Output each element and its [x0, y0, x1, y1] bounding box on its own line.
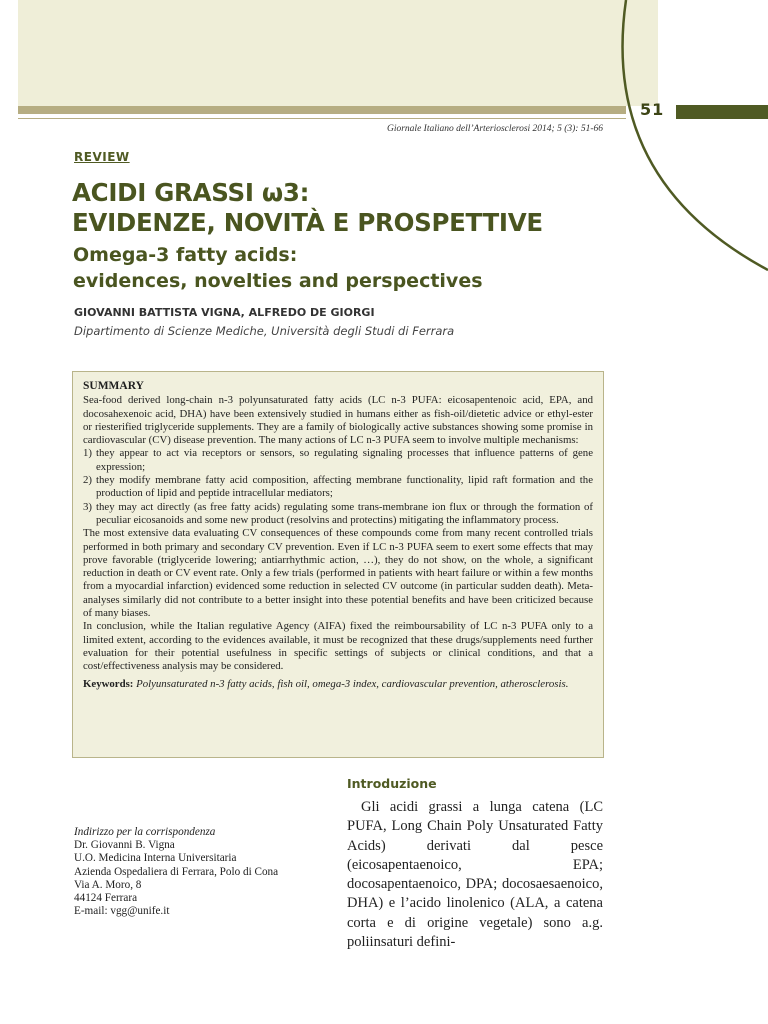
title-italian-line1: ACIDI GRASSI ω3: [72, 178, 310, 207]
list-number: 1) [83, 447, 92, 460]
keywords-label: Keywords: [83, 677, 134, 690]
correspondence-label: Indirizzo per la corrispondenza [74, 826, 216, 838]
summary-paragraph-3: In conclusion, while the Italian regulative Agency (AIFA) fixed the reimboursability of LC n-3 PUFA only to a limited extent, according to the evidences available, it must be recognized that these drugs/supplements need further evaluation for their potential usefulness in specific settings of subjects or clinical conditions, and that a cost/effectiveness analysis may be considered. [83, 620, 593, 673]
header-rule [18, 106, 626, 114]
correspondence-line: Azienda Ospedaliera di Ferrara, Polo di Cona [74, 865, 279, 878]
correspondence [74, 826, 278, 918]
title-italian-line2: EVIDENZE, NOVITÀ E PROSPETTIVE [72, 208, 543, 237]
title-italian [72, 178, 543, 238]
page-number: 51 [640, 100, 665, 119]
list-number: 2) [83, 474, 92, 487]
summary-paragraph-2: The most extensive data evaluating CV consequences of these compounds come from many recent controlled trials performed in both primary and secondary CV prevention. Even if LC n-3 PUFA seem to exert some effects that may prove favorable (triglyceride lowering; antiarrhythmic action, …), they do not show, on the whole, a significant reduction in death or CV event rate. Only a few trials (performed in patients with heart failure or within a few months from a myocardial infarction) evidenced some reduction in selected CV outcome (in particular sudden death). Meta-analyses similarly did not contribute to a better insight into these potential benefits and have been criticized because of many biases. [83, 527, 593, 620]
intro-heading: Introduzione [347, 776, 437, 791]
intro-text: Gli acidi grassi a lunga catena (LC PUFA, Long Chain Poly Unsaturated Fatty Acids) derivati dal pesce (eicosapentaenoico, EPA; docosapentaenoico, DPA; docosaesaenoico, DHA) e l’acido linolenico (ALA, a catena corta e di origine vegetale) sono a.g. poliinsaturi defini- [347, 799, 603, 951]
header-rule-dark [676, 105, 768, 119]
authors: GIOVANNI BATTISTA VIGNA, ALFREDO DE GIORGI [74, 306, 375, 319]
correspondence-email: E-mail: vgg@unife.it [74, 905, 170, 918]
title-english [73, 242, 483, 294]
keywords [83, 678, 593, 691]
title-english-line2: evidences, novelties and perspectives [73, 270, 483, 292]
correspondence-line: U.O. Medicina Interna Universitaria [74, 852, 237, 865]
correspondence-line: 44124 Ferrara [74, 892, 138, 905]
summary-list-item [83, 501, 593, 528]
journal-citation: Giornale Italiano dell’Arteriosclerosi 2014; 5 (3): 51-66 [386, 124, 603, 134]
title-english-line1: Omega-3 fatty acids: [73, 244, 298, 266]
affiliation: Dipartimento di Scienze Mediche, Università degli Studi di Ferrara [74, 324, 455, 338]
list-text: they appear to act via receptors or sensors, so regulating signaling processes that influence patterns of gene expression; [96, 447, 593, 473]
summary-list-item [83, 474, 593, 501]
summary-heading: SUMMARY [83, 380, 144, 392]
header-rule-thin [18, 118, 626, 119]
correspondence-line: Dr. Giovanni B. Vigna [74, 839, 175, 852]
summary-list-item [83, 447, 593, 474]
list-number: 3) [83, 500, 92, 513]
list-text: they modify membrane fatty acid composition, affecting membrane functionality, lipid raft formation and the production of lipid and peptide intracellular mediators; [96, 474, 593, 500]
summary-box [72, 371, 604, 758]
list-text: they may act directly (as free fatty acids) regulating some trans-membrane ion flux or through the formation of peculiar eicosanoids and some new product (resolvins and protectins) mitigating the inflammatory process. [96, 500, 593, 526]
correspondence-line: Via A. Moro, 8 [74, 878, 142, 891]
summary-list [83, 447, 593, 527]
summary-intro: Sea-food derived long-chain n-3 polyunsaturated fatty acids (LC n-3 PUFA: eicosapentenoic acid, EPA, and docosahexenoic acid, DHA) have been extensively studied in humans either as fish-oil/dietetic advice or ethyl-ester or riesterified triglyceride supplements. They are a family of biologically active substances showing some promise in cardiovascular (CV) disease prevention. The many actions of LC n-3 PUFA seem to involve multiple mechanisms: [83, 394, 593, 447]
section-label: REVIEW [74, 150, 130, 164]
keywords-text: Polyunsaturated n-3 fatty acids, fish oil, omega-3 index, cardiovascular prevention, atherosclerosis. [136, 677, 569, 690]
